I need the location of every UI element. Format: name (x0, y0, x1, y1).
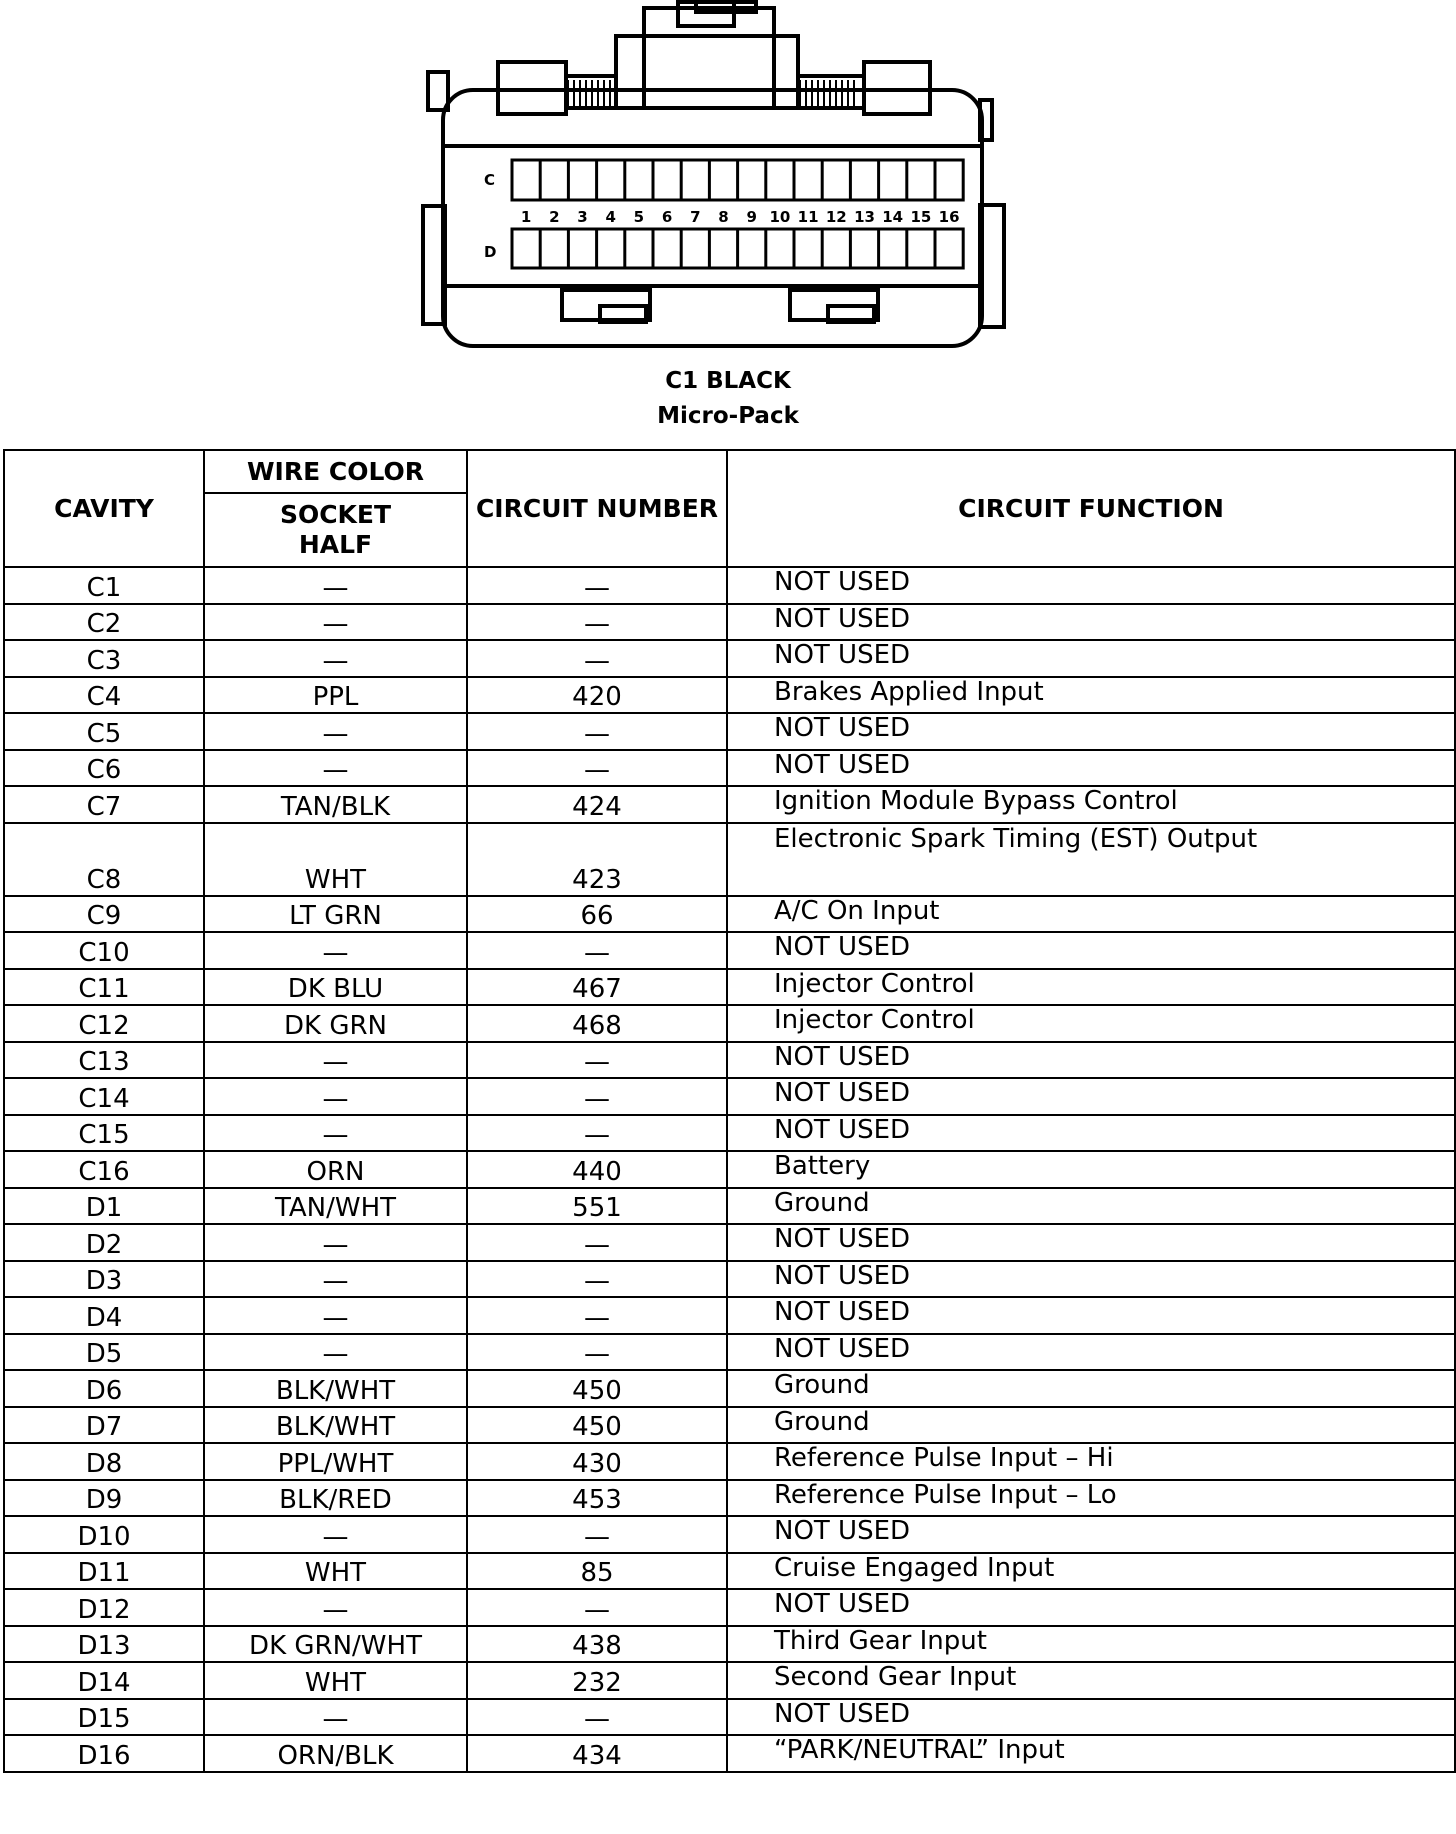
row-label: D (484, 243, 497, 261)
cavity-cell: C6 (4, 750, 204, 787)
circuit-function-cell: Cruise Engaged Input (727, 1553, 1455, 1590)
table-row (4, 567, 1455, 604)
circuit-function-cell: “PARK/NEUTRAL” Input (727, 1735, 1455, 1772)
cavity-cell: D6 (4, 1370, 204, 1407)
wire-color-cell: — (204, 1078, 467, 1115)
table-row (4, 1297, 1455, 1334)
table-row (4, 1188, 1455, 1225)
circuit-number-cell: 420 (467, 677, 727, 714)
circuit-number-cell: — (467, 1589, 727, 1626)
wire-color-cell: — (204, 1115, 467, 1152)
cavity-cell: D7 (4, 1407, 204, 1444)
table-row (4, 786, 1455, 823)
wire-color-cell: — (204, 1516, 467, 1553)
table-row (4, 1662, 1455, 1699)
circuit-number-cell: — (467, 713, 727, 750)
cavity-cell: D10 (4, 1516, 204, 1553)
wire-color-cell: — (204, 640, 467, 677)
table-row (4, 1334, 1455, 1371)
wire-color-cell: — (204, 932, 467, 969)
wire-color-cell: PPL/WHT (204, 1443, 467, 1480)
wire-color-cell: — (204, 1297, 467, 1334)
cavity-cell: C13 (4, 1042, 204, 1079)
circuit-number-cell: — (467, 1334, 727, 1371)
table-row (4, 1042, 1455, 1079)
table-row (4, 1261, 1455, 1298)
header-cavity: CAVITY (4, 450, 204, 567)
wire-color-cell: BLK/WHT (204, 1370, 467, 1407)
table-row (4, 1370, 1455, 1407)
circuit-number-cell: — (467, 1115, 727, 1152)
circuit-number-cell: — (467, 1078, 727, 1115)
cavity-cell: C12 (4, 1005, 204, 1042)
circuit-function-cell: Reference Pulse Input – Lo (727, 1480, 1455, 1517)
table-row (4, 896, 1455, 933)
circuit-number-cell: — (467, 1042, 727, 1079)
table-row (4, 1078, 1455, 1115)
table-row (4, 1480, 1455, 1517)
table-row (4, 823, 1455, 896)
table-row (4, 1151, 1455, 1188)
wire-color-cell: LT GRN (204, 896, 467, 933)
pin-number-label: 7 (690, 208, 701, 226)
circuit-number-cell: 434 (467, 1735, 727, 1772)
circuit-function-cell: NOT USED (727, 932, 1455, 969)
wire-color-cell: — (204, 750, 467, 787)
circuit-number-cell: 66 (467, 896, 727, 933)
cavity-cell: D13 (4, 1626, 204, 1663)
wire-color-cell: — (204, 1589, 467, 1626)
table-row (4, 1626, 1455, 1663)
cavity-cell: D16 (4, 1735, 204, 1772)
circuit-function-cell: Second Gear Input (727, 1662, 1455, 1699)
cavity-cell: C9 (4, 896, 204, 933)
circuit-number-cell: 468 (467, 1005, 727, 1042)
connector-housing (423, 2, 1004, 346)
table-row (4, 604, 1455, 641)
table-row (4, 1699, 1455, 1736)
circuit-number-cell: 424 (467, 786, 727, 823)
wire-color-cell: PPL (204, 677, 467, 714)
circuit-function-cell: NOT USED (727, 1261, 1455, 1298)
circuit-number-cell: 440 (467, 1151, 727, 1188)
table-row (4, 1224, 1455, 1261)
circuit-function-cell: NOT USED (727, 1589, 1455, 1626)
pin-number-label: 12 (825, 208, 847, 226)
pin-number-label: 16 (938, 208, 960, 226)
pin-number-label: 11 (797, 208, 819, 226)
pin-number-label: 2 (549, 208, 560, 226)
cavity-cell: D4 (4, 1297, 204, 1334)
circuit-function-cell: A/C On Input (727, 896, 1455, 933)
circuit-number-cell: 232 (467, 1662, 727, 1699)
pin-number-label: 4 (605, 208, 616, 226)
wire-color-cell: — (204, 1334, 467, 1371)
cavity-cell: C16 (4, 1151, 204, 1188)
cavity-cell: C4 (4, 677, 204, 714)
wire-color-cell: — (204, 567, 467, 604)
circuit-number-cell: — (467, 604, 727, 641)
cavity-cell: D2 (4, 1224, 204, 1261)
table-row (4, 750, 1455, 787)
pin-number-label: 13 (854, 208, 875, 226)
circuit-function-cell: Ignition Module Bypass Control (727, 786, 1455, 823)
circuit-number-cell: — (467, 640, 727, 677)
circuit-function-cell: Brakes Applied Input (727, 677, 1455, 714)
wire-color-cell: DK GRN/WHT (204, 1626, 467, 1663)
header-circuit-number: CIRCUIT NUMBER (467, 450, 727, 567)
circuit-function-cell: Injector Control (727, 969, 1455, 1006)
cavity-cell: D3 (4, 1261, 204, 1298)
circuit-number-cell: 438 (467, 1626, 727, 1663)
cavity-cell: C8 (4, 823, 204, 896)
wire-color-cell: BLK/WHT (204, 1407, 467, 1444)
circuit-number-cell: 450 (467, 1407, 727, 1444)
circuit-function-cell: NOT USED (727, 1042, 1455, 1079)
row-label: C (484, 171, 496, 189)
table-row (4, 1589, 1455, 1626)
circuit-number-cell: — (467, 1516, 727, 1553)
pin-number-label: 15 (910, 208, 932, 226)
circuit-number-cell: — (467, 1224, 727, 1261)
cavity-cell: D8 (4, 1443, 204, 1480)
circuit-number-cell: 467 (467, 969, 727, 1006)
pin-number-label: 14 (882, 208, 904, 226)
wire-color-cell: — (204, 604, 467, 641)
pinout-table (3, 449, 1456, 1773)
cavity-cell: C3 (4, 640, 204, 677)
cavity-cell: D9 (4, 1480, 204, 1517)
cavity-cell: C10 (4, 932, 204, 969)
cavity-cell: D12 (4, 1589, 204, 1626)
wire-color-cell: WHT (204, 1662, 467, 1699)
connector-subtitle: Micro-Pack (657, 403, 799, 429)
table-row (4, 713, 1455, 750)
cavity-cell: C7 (4, 786, 204, 823)
circuit-function-cell: NOT USED (727, 1078, 1455, 1115)
wire-color-cell: DK BLU (204, 969, 467, 1006)
circuit-function-cell: NOT USED (727, 1224, 1455, 1261)
table-row (4, 1443, 1455, 1480)
cavity-cell: D14 (4, 1662, 204, 1699)
cavity-cell: D15 (4, 1699, 204, 1736)
cavity-cell: C2 (4, 604, 204, 641)
pin-number-label: 10 (769, 208, 791, 226)
pin-number-label: 1 (520, 208, 532, 226)
wire-color-cell: — (204, 1699, 467, 1736)
circuit-number-cell: 430 (467, 1443, 727, 1480)
circuit-function-cell: NOT USED (727, 750, 1455, 787)
circuit-function-cell: Third Gear Input (727, 1626, 1455, 1663)
wire-color-cell: WHT (204, 823, 467, 896)
wire-color-cell: ORN (204, 1151, 467, 1188)
circuit-function-cell: Electronic Spark Timing (EST) Output (727, 823, 1455, 896)
cavity-cell: D1 (4, 1188, 204, 1225)
circuit-function-cell: NOT USED (727, 567, 1455, 604)
table-row (4, 1553, 1455, 1590)
wire-color-cell: — (204, 1261, 467, 1298)
connector-title: C1 BLACK (665, 368, 791, 394)
circuit-function-cell: Ground (727, 1370, 1455, 1407)
wire-color-cell: ORN/BLK (204, 1735, 467, 1772)
cavity-cell: C14 (4, 1078, 204, 1115)
circuit-number-cell: — (467, 1297, 727, 1334)
table-row (4, 1516, 1455, 1553)
wire-color-cell: — (204, 1042, 467, 1079)
header-socket-half: SOCKET HALF (204, 493, 467, 567)
circuit-function-cell: NOT USED (727, 713, 1455, 750)
cavity-cell: D5 (4, 1334, 204, 1371)
table-row (4, 1735, 1455, 1772)
header-circuit-function: CIRCUIT FUNCTION (727, 450, 1455, 567)
cavity-cell: D11 (4, 1553, 204, 1590)
circuit-number-cell: 453 (467, 1480, 727, 1517)
circuit-function-cell: NOT USED (727, 1297, 1455, 1334)
table-row (4, 932, 1455, 969)
header-wire-color: WIRE COLOR (204, 450, 467, 493)
pinout-rows (4, 567, 1455, 1772)
table-row (4, 1407, 1455, 1444)
circuit-function-cell: Ground (727, 1188, 1455, 1225)
pin-number-label: 6 (661, 208, 673, 226)
circuit-function-cell: NOT USED (727, 640, 1455, 677)
circuit-number-cell: 551 (467, 1188, 727, 1225)
cavity-cell: C15 (4, 1115, 204, 1152)
circuit-number-cell: 85 (467, 1553, 727, 1590)
circuit-number-cell: — (467, 932, 727, 969)
connector-diagram (0, 0, 1456, 360)
circuit-function-cell: Reference Pulse Input – Hi (727, 1443, 1455, 1480)
wire-color-cell: DK GRN (204, 1005, 467, 1042)
cavity-cell: C11 (4, 969, 204, 1006)
circuit-function-cell: Battery (727, 1151, 1455, 1188)
wire-color-cell: WHT (204, 1553, 467, 1590)
table-row (4, 1005, 1455, 1042)
wire-color-cell: TAN/WHT (204, 1188, 467, 1225)
circuit-function-cell: NOT USED (727, 604, 1455, 641)
wire-color-cell: — (204, 1224, 467, 1261)
wire-color-cell: BLK/RED (204, 1480, 467, 1517)
table-row (4, 969, 1455, 1006)
pin-number-label: 9 (746, 208, 757, 226)
circuit-function-cell: Ground (727, 1407, 1455, 1444)
table-row (4, 1115, 1455, 1152)
cavity-cell: C5 (4, 713, 204, 750)
cavity-cell: C1 (4, 567, 204, 604)
circuit-number-cell: — (467, 1699, 727, 1736)
circuit-number-cell: 423 (467, 823, 727, 896)
wire-color-cell: — (204, 713, 467, 750)
circuit-function-cell: NOT USED (727, 1334, 1455, 1371)
circuit-number-cell: — (467, 567, 727, 604)
circuit-function-cell: NOT USED (727, 1699, 1455, 1736)
pin-number-label: 8 (718, 208, 729, 226)
table-row (4, 677, 1455, 714)
circuit-function-cell: NOT USED (727, 1516, 1455, 1553)
pin-number-label: 5 (633, 208, 645, 226)
circuit-number-cell: — (467, 1261, 727, 1298)
circuit-number-cell: 450 (467, 1370, 727, 1407)
circuit-function-cell: NOT USED (727, 1115, 1455, 1152)
circuit-function-cell: Injector Control (727, 1005, 1455, 1042)
pin-number-label: 3 (577, 208, 588, 226)
circuit-number-cell: — (467, 750, 727, 787)
table-row (4, 640, 1455, 677)
wire-color-cell: TAN/BLK (204, 786, 467, 823)
